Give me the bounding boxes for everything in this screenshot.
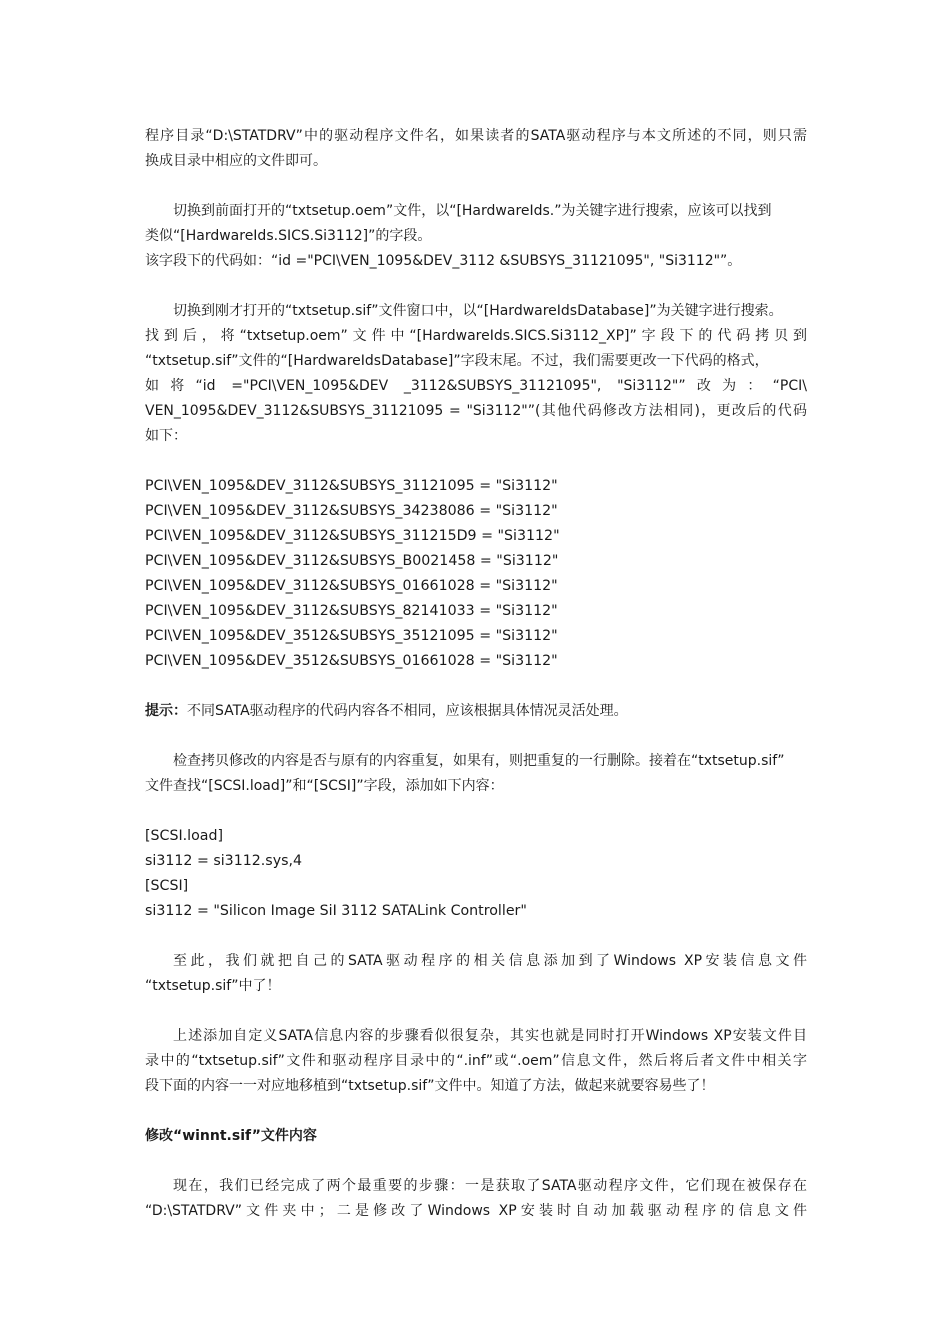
blank-line bbox=[145, 724, 807, 749]
scsi-code-block bbox=[145, 824, 807, 924]
blank-line bbox=[145, 1149, 807, 1174]
paragraph-line: 文件查找“[SCSI.load]”和“[SCSI]”字段，添加如下内容： bbox=[145, 778, 504, 794]
tip-line bbox=[145, 699, 807, 724]
code-line: PCI\VEN_1095&DEV_3112&SUBSYS_34238086 = "Si3112" bbox=[145, 503, 558, 519]
paragraph-line: 段下面的内容一一对应地移植到“txtsetup.sif”文件中。知道了方法，做起来就要容易些了！ bbox=[145, 1078, 715, 1094]
code-line: PCI\VEN_1095&DEV_3112&SUBSYS_311215D9 = "Si3112" bbox=[145, 528, 560, 544]
code-line: [SCSI] bbox=[145, 878, 189, 894]
blank-line bbox=[145, 174, 807, 199]
paragraph-line: 切换到刚才打开的“txtsetup.sif”文件窗口中，以“[HardwareIdsDatabase]”为关键字进行搜索。 bbox=[173, 303, 783, 319]
code-line: PCI\VEN_1095&DEV_3112&SUBSYS_B0021458 = "Si3112" bbox=[145, 553, 559, 569]
paragraph-line: 检查拷贝修改的内容是否与原有的内容重复，如果有，则把重复的一行删除。接着在“txtsetup.sif” bbox=[173, 753, 785, 769]
paragraph-line: 程序目录“D:\STATDRV”中的驱动程序文件名，如果读者的SATA驱动程序与本文所述的不同，则只需 bbox=[145, 128, 807, 144]
paragraph-line: 至此，我们就把自己的SATA驱动程序的相关信息添加到了Windows XP安装信息文件 bbox=[173, 953, 807, 969]
paragraph-line: “D:\STATDRV”文件夹中；二是修改了Windows XP安装时自动加载驱动程序的信息文件 bbox=[145, 1203, 807, 1219]
document-page bbox=[145, 124, 807, 1224]
blank-line bbox=[145, 274, 807, 299]
code-line: PCI\VEN_1095&DEV_3112&SUBSYS_01661028 = "Si3112" bbox=[145, 578, 558, 594]
paragraph-line: “txtsetup.sif”中了！ bbox=[145, 978, 281, 994]
blank-line bbox=[145, 924, 807, 949]
paragraph-line: 换成目录中相应的文件即可。 bbox=[145, 153, 327, 169]
blank-line bbox=[145, 999, 807, 1024]
paragraph-line: 该字段下的代码如：“id ="PCI\VEN_1095&DEV_3112 &SUBSYS_31121095", "Si3112"”。 bbox=[145, 253, 742, 269]
code-line: PCI\VEN_1095&DEV_3512&SUBSYS_01661028 = "Si3112" bbox=[145, 653, 558, 669]
paragraph-line: 现在，我们已经完成了两个最重要的步骤：一是获取了SATA驱动程序文件，它们现在被保存在 bbox=[173, 1178, 807, 1194]
paragraph-line: 找到后，将“txtsetup.oem”文件中“[HardwareIds.SICS.Si3112_XP]”字段下的代码拷贝到 bbox=[145, 328, 807, 344]
blank-line bbox=[145, 799, 807, 824]
blank-line bbox=[145, 674, 807, 699]
paragraph-line: 类似“[HardwareIds.SICS.Si3112]”的字段。 bbox=[145, 228, 432, 244]
code-line: si3112 = "Silicon Image SiI 3112 SATALink Controller" bbox=[145, 903, 527, 919]
code-list bbox=[145, 474, 807, 674]
code-line: si3112 = si3112.sys,4 bbox=[145, 853, 303, 869]
paragraph-line: “txtsetup.sif”文件的“[HardwareIdsDatabase]”字段末尾。不过，我们需要更改一下代码的格式， bbox=[145, 353, 769, 369]
paragraph-line: 切换到前面打开的“txtsetup.oem”文件，以“[HardwareIds.”为关键字进行搜索，应该可以找到 bbox=[173, 203, 772, 219]
code-line: PCI\VEN_1095&DEV_3112&SUBSYS_31121095 = "Si3112" bbox=[145, 478, 558, 494]
code-line: [SCSI.load] bbox=[145, 828, 224, 844]
code-line: PCI\VEN_1095&DEV_3112&SUBSYS_82141033 = "Si3112" bbox=[145, 603, 558, 619]
blank-line bbox=[145, 1099, 807, 1124]
paragraph-line: 如下： bbox=[145, 428, 187, 444]
blank-line bbox=[145, 449, 807, 474]
paragraph-line: 录中的“txtsetup.sif”文件和驱动程序目录中的“.inf”或“.oem”信息文件，然后将后者文件中相关字 bbox=[145, 1053, 807, 1069]
paragraph-line: 如将“id ="PCI\VEN_1095&DEV _3112&SUBSYS_31121095", "Si3112"”改为：“PCI\ bbox=[145, 378, 807, 394]
tip-text: 不同SATA驱动程序的代码内容各不相同，应该根据具体情况灵活处理。 bbox=[187, 703, 628, 719]
paragraph-line: 上述添加自定义SATA信息内容的步骤看似很复杂，其实也就是同时打开Windows XP安装文件目 bbox=[173, 1028, 807, 1044]
tip-label: 提示： bbox=[145, 703, 187, 719]
section-heading: 修改“winnt.sif”文件内容 bbox=[145, 1128, 317, 1144]
paragraph-line: VEN_1095&DEV_3112&SUBSYS_31121095 = "Si3112"”(其他代码修改方法相同)，更改后的代码 bbox=[145, 403, 807, 419]
code-line: PCI\VEN_1095&DEV_3512&SUBSYS_35121095 = "Si3112" bbox=[145, 628, 558, 644]
